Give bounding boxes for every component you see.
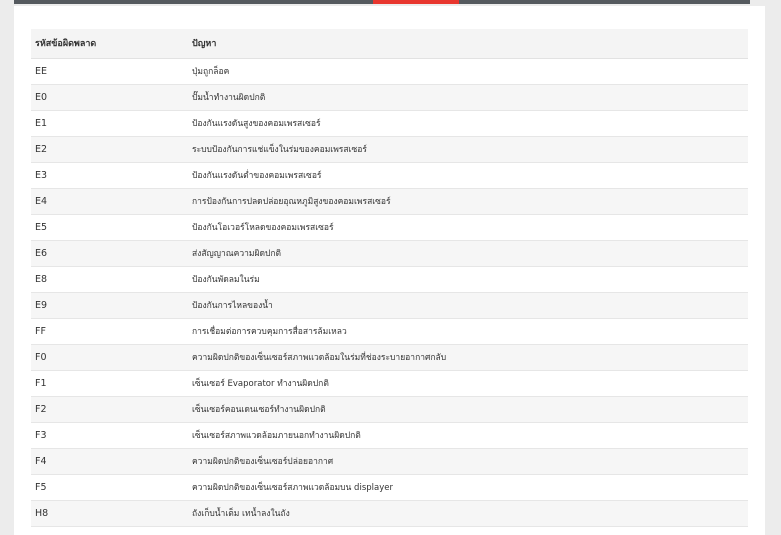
error-code-cell: E2 — [35, 143, 48, 155]
problem-cell: ถังเก็บน้ำเต็ม เทน้ำลงในถัง — [192, 509, 290, 519]
error-code-cell: F2 — [35, 403, 47, 415]
error-code-cell: F3 — [35, 429, 47, 441]
problem-cell: เซ็นเซอร์ Evaporator ทำงานผิดปกติ — [192, 379, 329, 389]
table-row — [31, 58, 748, 84]
problem-cell: ปุ่มถูกล็อค — [192, 67, 230, 77]
table-row — [31, 292, 748, 318]
error-code-cell: E6 — [35, 247, 48, 259]
top-nav-bar-left — [14, 0, 373, 4]
error-code-cell: E9 — [35, 299, 48, 311]
error-code-cell: E4 — [35, 195, 48, 207]
table-header-row — [31, 29, 748, 58]
problem-cell: เซ็นเซอร์คอนเดนเซอร์ทำงานผิดปกติ — [192, 405, 326, 415]
problem-cell: ส่งสัญญาณความผิดปกติ — [192, 249, 282, 259]
table-row — [31, 214, 748, 240]
table-row — [31, 448, 748, 474]
problem-cell: ป้องกันพัดลมในร่ม — [192, 275, 260, 285]
problem-cell: ป้องกันการไหลของน้ำ — [192, 301, 273, 311]
problem-cell: ป้องกันแรงดันต่ำของคอมเพรสเซอร์ — [192, 171, 322, 181]
table-row — [31, 136, 748, 162]
problem-cell: การป้องกันการปลดปล่อยอุณหภูมิสูงของคอมเพรสเซอร์ — [192, 197, 391, 207]
error-code-cell: F5 — [35, 481, 47, 493]
table-row — [31, 370, 748, 396]
table-row — [31, 266, 748, 292]
error-code-cell: EE — [35, 65, 48, 77]
error-code-cell: E1 — [35, 117, 48, 129]
problem-cell: การเชื่อมต่อการควบคุมการสื่อสารล้มเหลว — [192, 327, 347, 337]
problem-cell: ป้องกันแรงดันสูงของคอมเพรสเซอร์ — [192, 119, 321, 129]
top-nav-accent — [373, 0, 459, 4]
error-code-cell: FF — [35, 325, 46, 337]
error-code-cell: E3 — [35, 169, 48, 181]
header-problem: ปัญหา — [188, 29, 748, 58]
problem-cell: ปั๊มน้ำทำงานผิดปกติ — [192, 93, 266, 103]
problem-cell: ป้องกันโอเวอร์โหลดของคอมเพรสเซอร์ — [192, 223, 334, 233]
header-error-code: รหัสข้อผิดพลาด — [31, 29, 188, 58]
table-row — [31, 162, 748, 188]
error-code-cell: E0 — [35, 91, 48, 103]
problem-cell: ความผิดปกติของเซ็นเซอร์สภาพแวดล้อมในร่มที่ช่องระบายอากาศกลับ — [192, 353, 447, 363]
error-code-table — [31, 29, 748, 527]
table-row — [31, 344, 748, 370]
error-code-cell: E5 — [35, 221, 48, 233]
table-row — [31, 474, 748, 500]
table-row — [31, 240, 748, 266]
problem-cell: ระบบป้องกันการแช่แข็งในร่มของคอมเพรสเซอร์ — [192, 145, 367, 155]
table-row — [31, 318, 748, 344]
table-row — [31, 422, 748, 448]
error-code-cell: F0 — [35, 351, 47, 363]
content-panel — [14, 6, 765, 535]
top-nav-bar-right — [459, 0, 750, 4]
table-row — [31, 84, 748, 110]
table-row — [31, 110, 748, 136]
problem-cell: ความผิดปกติของเซ็นเซอร์สภาพแวดล้อมบน displayer — [192, 483, 393, 493]
table-row — [31, 500, 748, 526]
error-code-cell: H8 — [35, 507, 49, 519]
error-code-cell: E8 — [35, 273, 48, 285]
table-row — [31, 188, 748, 214]
table-row — [31, 396, 748, 422]
problem-cell: ความผิดปกติของเซ็นเซอร์ปล่อยอากาศ — [192, 457, 334, 467]
error-code-cell: F4 — [35, 455, 47, 467]
error-code-cell: F1 — [35, 377, 47, 389]
problem-cell: เซ็นเซอร์สภาพแวดล้อมภายนอกทำงานผิดปกติ — [192, 431, 361, 441]
table-body — [31, 58, 748, 526]
